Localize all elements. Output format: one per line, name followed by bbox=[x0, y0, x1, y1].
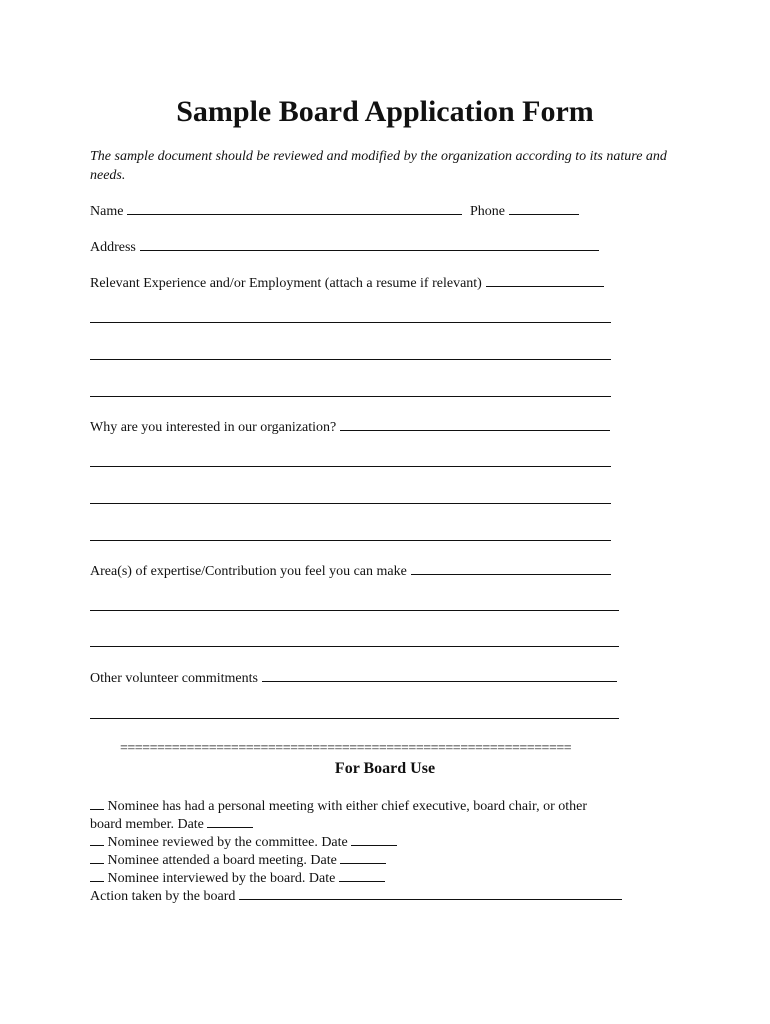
date-field-2[interactable] bbox=[351, 833, 397, 846]
checkbox-blank-2[interactable] bbox=[90, 833, 104, 846]
name-row bbox=[90, 202, 579, 221]
board-item-1-text-a: Nominee has had a personal meeting with either chief executive, board chair, or other bbox=[107, 799, 588, 814]
expertise-row bbox=[90, 562, 611, 581]
volunteer-line-1[interactable] bbox=[90, 718, 619, 719]
action-field[interactable] bbox=[239, 887, 622, 900]
date-field-3[interactable] bbox=[340, 851, 386, 864]
volunteer-field[interactable] bbox=[262, 669, 617, 682]
board-item-4 bbox=[90, 869, 385, 888]
interest-row bbox=[90, 418, 610, 437]
form-title: Sample Board Application Form bbox=[176, 95, 594, 128]
interest-label: Why are you interested in our organization? bbox=[90, 420, 337, 435]
checkbox-blank-3[interactable] bbox=[90, 851, 104, 864]
phone-field[interactable] bbox=[509, 202, 579, 215]
address-row bbox=[90, 238, 599, 257]
board-item-2 bbox=[90, 833, 397, 852]
action-row bbox=[90, 887, 622, 906]
experience-line-3[interactable] bbox=[90, 396, 611, 397]
name-label: Name bbox=[90, 204, 124, 219]
board-item-1-text-b: board member. Date bbox=[90, 817, 204, 832]
experience-line-2[interactable] bbox=[90, 359, 611, 360]
expertise-field[interactable] bbox=[411, 562, 611, 575]
board-item-3-text: Nominee attended a board meeting. Date bbox=[107, 853, 337, 868]
volunteer-row bbox=[90, 669, 617, 688]
interest-line-3[interactable] bbox=[90, 540, 611, 541]
address-label: Address bbox=[90, 240, 136, 255]
board-item-2-text: Nominee reviewed by the committee. Date bbox=[107, 835, 348, 850]
board-use-heading: For Board Use bbox=[334, 760, 436, 777]
board-item-4-text: Nominee interviewed by the board. Date bbox=[107, 871, 336, 886]
action-label: Action taken by the board bbox=[90, 889, 236, 904]
expertise-label: Area(s) of expertise/Contribution you feel you can make bbox=[90, 564, 407, 579]
date-field-1[interactable] bbox=[207, 815, 253, 828]
interest-line-2[interactable] bbox=[90, 503, 611, 504]
board-item-1 bbox=[90, 797, 587, 816]
interest-line-1[interactable] bbox=[90, 466, 611, 467]
checkbox-blank-4[interactable] bbox=[90, 869, 104, 882]
experience-line-1[interactable] bbox=[90, 322, 611, 323]
board-item-3 bbox=[90, 851, 386, 870]
phone-label: Phone bbox=[469, 204, 505, 219]
separator-line: ============================================================= bbox=[120, 741, 572, 756]
date-field-4[interactable] bbox=[339, 869, 385, 882]
experience-label: Relevant Experience and/or Employment (attach a resume if relevant) bbox=[90, 276, 482, 291]
interest-field[interactable] bbox=[340, 418, 610, 431]
experience-field[interactable] bbox=[486, 274, 604, 287]
intro-text: The sample document should be reviewed and modified by the organization according to its nature and needs. bbox=[90, 149, 667, 183]
expertise-line-2[interactable] bbox=[90, 646, 619, 647]
checkbox-blank-1[interactable] bbox=[90, 797, 104, 810]
experience-row bbox=[90, 274, 604, 293]
name-field[interactable] bbox=[127, 202, 462, 215]
board-item-1b bbox=[90, 815, 253, 834]
address-field[interactable] bbox=[140, 238, 599, 251]
expertise-line-1[interactable] bbox=[90, 610, 619, 611]
volunteer-label: Other volunteer commitments bbox=[90, 671, 258, 686]
